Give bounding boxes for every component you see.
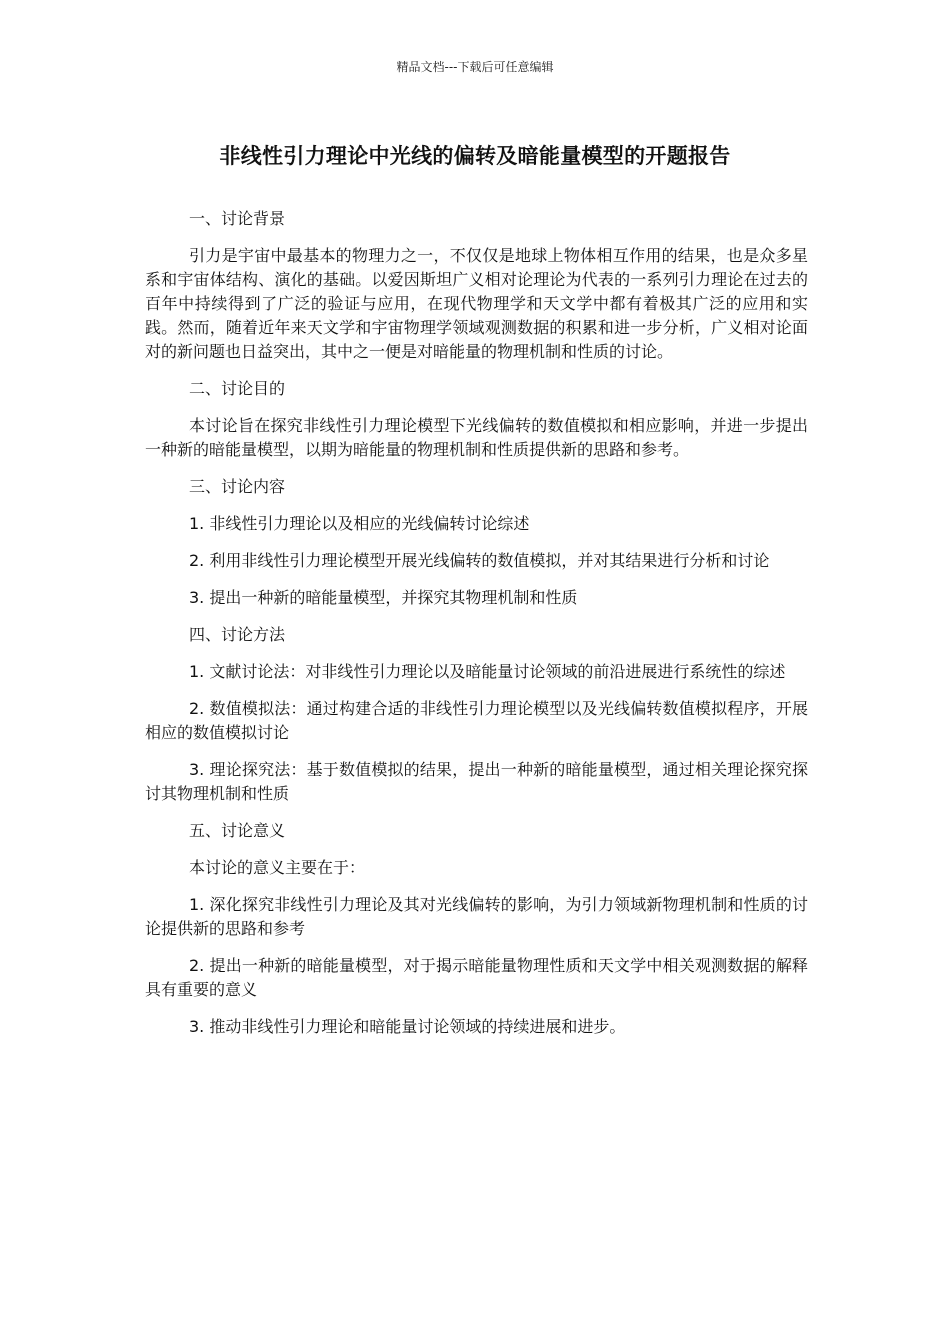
content-item-2: 2. 利用非线性引力理论模型开展光线偏转的数值模拟，并对其结果进行分析和讨论 [189, 551, 770, 570]
section-heading-methods: 四、讨论方法 [189, 625, 286, 644]
paragraph-background: 引力是宇宙中最基本的物理力之一，不仅仅是地球上物体相互作用的结果，也是众多星系和宇宙体结构、演化的基础。以爱因斯坦广义相对论理论为代表的一系列引力理论在过去的百年中持续得到了广泛的验证与应用，在现代物理学和天文学中都有着极其广泛的应用和实践。然而，随着近年来天文学和宇宙物理学领域观测数据的积累和进一步分析，广义相对论面对的新问题也日益突出，其中之一便是对暗能量的物理机制和性质的讨论。 [145, 246, 808, 361]
method-item-2: 2. 数值模拟法：通过构建合适的非线性引力理论模型以及光线偏转数值模拟程序，开展相应的数值模拟讨论 [145, 699, 808, 742]
paragraph-purpose: 本讨论旨在探究非线性引力理论模型下光线偏转的数值模拟和相应影响，并进一步提出一种新的暗能量模型，以期为暗能量的物理机制和性质提供新的思路和参考。 [145, 416, 808, 459]
document-body [145, 207, 808, 1052]
section-heading-content: 三、讨论内容 [189, 477, 286, 496]
section-heading-background: 一、讨论背景 [189, 209, 286, 228]
method-item-3: 3. 理论探究法：基于数值模拟的结果，提出一种新的暗能量模型，通过相关理论探究探讨其物理机制和性质 [145, 760, 808, 803]
significance-intro: 本讨论的意义主要在于： [189, 858, 366, 877]
document-title: 非线性引力理论中光线的偏转及暗能量模型的开题报告 [219, 144, 731, 168]
method-item-1: 1. 文献讨论法：对非线性引力理论以及暗能量讨论领域的前沿进展进行系统性的综述 [189, 662, 786, 681]
significance-item-1: 1. 深化探究非线性引力理论及其对光线偏转的影响，为引力领域新物理机制和性质的讨论提供新的思路和参考 [145, 895, 808, 938]
section-heading-significance: 五、讨论意义 [189, 821, 286, 840]
page-header: 精品文档---下载后可任意编辑 [396, 60, 554, 74]
section-heading-purpose: 二、讨论目的 [189, 379, 286, 398]
content-item-3: 3. 提出一种新的暗能量模型，并探究其物理机制和性质 [189, 588, 578, 607]
significance-item-2: 2. 提出一种新的暗能量模型，对于揭示暗能量物理性质和天文学中相关观测数据的解释具有重要的意义 [145, 956, 808, 999]
significance-item-3: 3. 推动非线性引力理论和暗能量讨论领域的持续进展和进步。 [189, 1017, 626, 1036]
content-item-1: 1. 非线性引力理论以及相应的光线偏转讨论综述 [189, 514, 530, 533]
